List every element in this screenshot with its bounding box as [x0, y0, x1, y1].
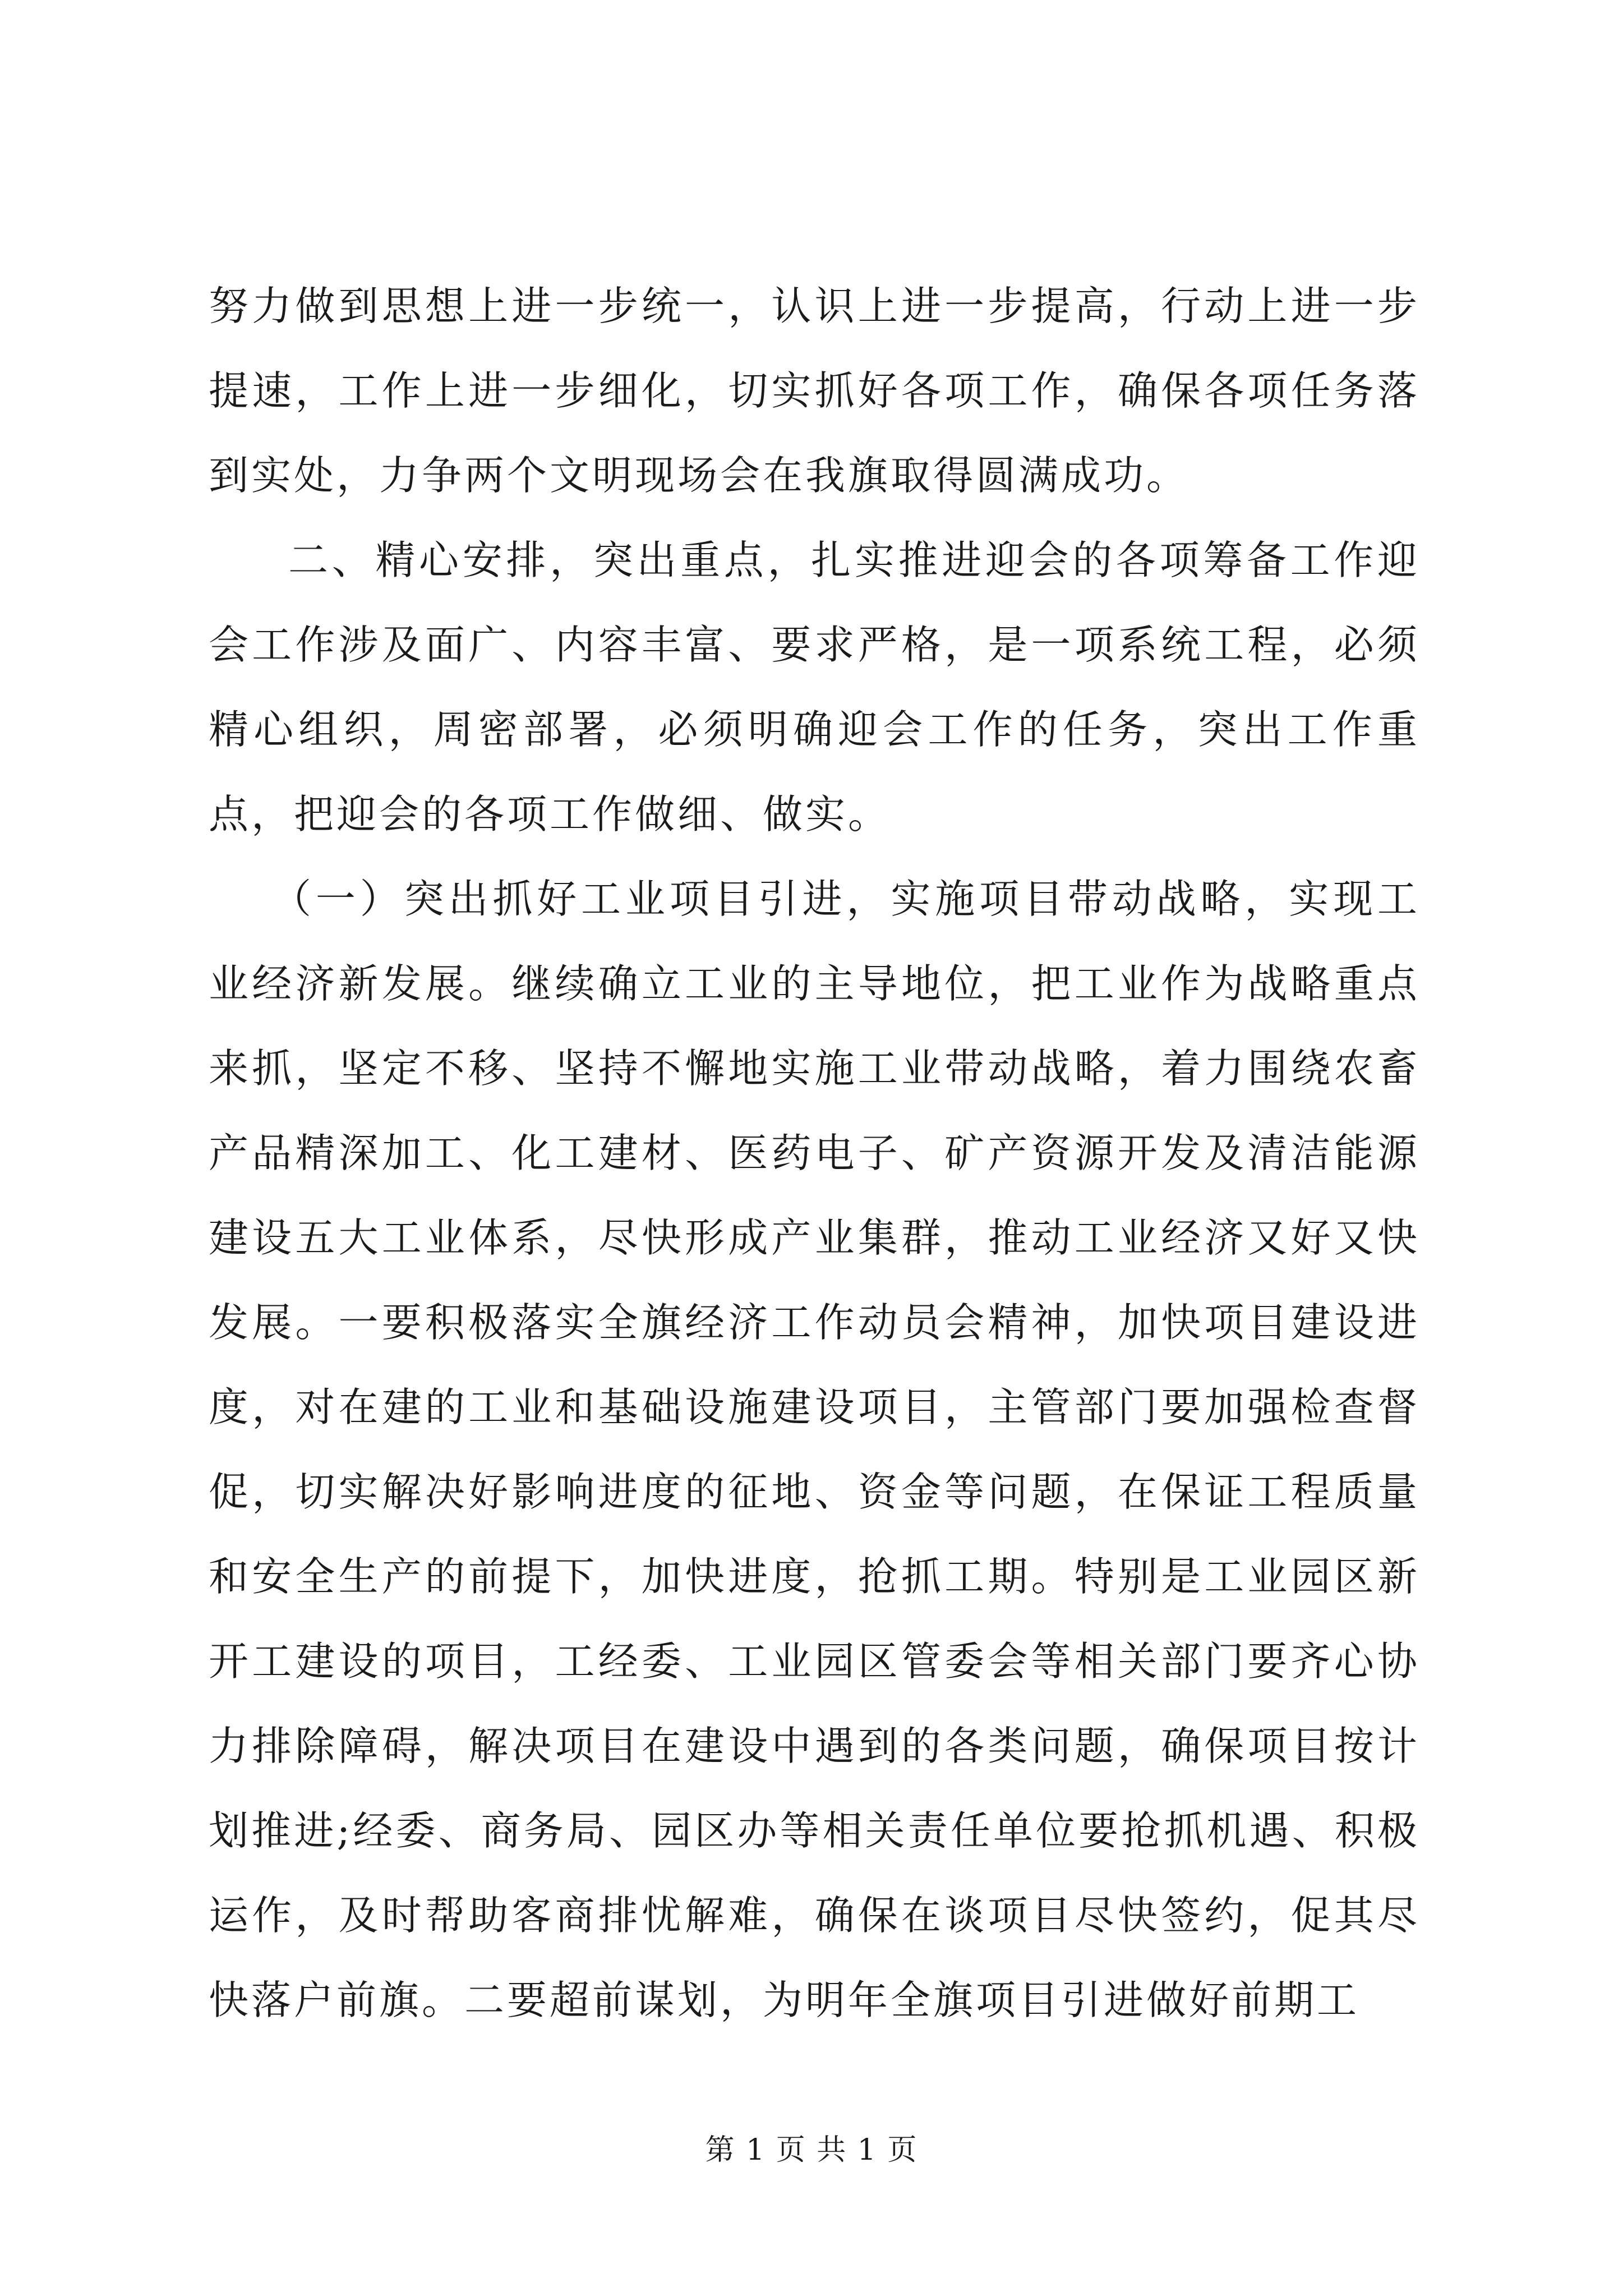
page-footer: 第 1 页 共 1 页	[705, 2133, 918, 2167]
paragraph-section-two: 二、精心安排，突出重点，扎实推进迎会的各项筹备工作迎会工作涉及面广、内容丰富、要求严格，是一项系统工程，必须精心组织，周密部署，必须明确迎会工作的任务，突出工作重点，把迎会的各项工作做细、做实。	[209, 537, 1420, 838]
paragraph-subsection-one: （一）突出抓好工业项目引进，实施项目带动战略，实现工业经济新发展。继续确立工业的主导地位，把工业作为战略重点来抓，坚定不移、坚持不懈地实施工业带动战略，着力围绕农畜产品精深加工、化工建材、医药电子、矿产资源开发及清洁能源建设五大工业体系，尽快形成产业集群，推动工业经济又好又快发展。一要积极落实全旗经济工作动员会精神，加快项目建设进度，对在建的工业和基础设施建设项目，主管部门要加强检查督促，切实解决好影响进度的征地、资金等问题，在保证工程质量和安全生产的前提下，加快进度，抢抓工期。特别是工业园区新开工建设的项目，工经委、工业园区管委会等相关部门要齐心协力排除障碍，解决项目在建设中遇到的各类问题，确保项目按计划推进;经委、商务局、园区办等相关责任单位要抢抓机遇、积极运作，及时帮助客商排忧解难，确保在谈项目尽快签约，促其尽快落户前旗。二要超前谋划，为明年全旗项目引进做好前期工	[209, 876, 1420, 2023]
paragraph-continuation: 努力做到思想上进一步统一，认识上进一步提高，行动上进一步提速，工作上进一步细化，切实抓好各项工作，确保各项任务落到实处，力争两个文明现场会在我旗取得圆满成功。	[209, 283, 1420, 499]
document-body	[209, 264, 1420, 2042]
